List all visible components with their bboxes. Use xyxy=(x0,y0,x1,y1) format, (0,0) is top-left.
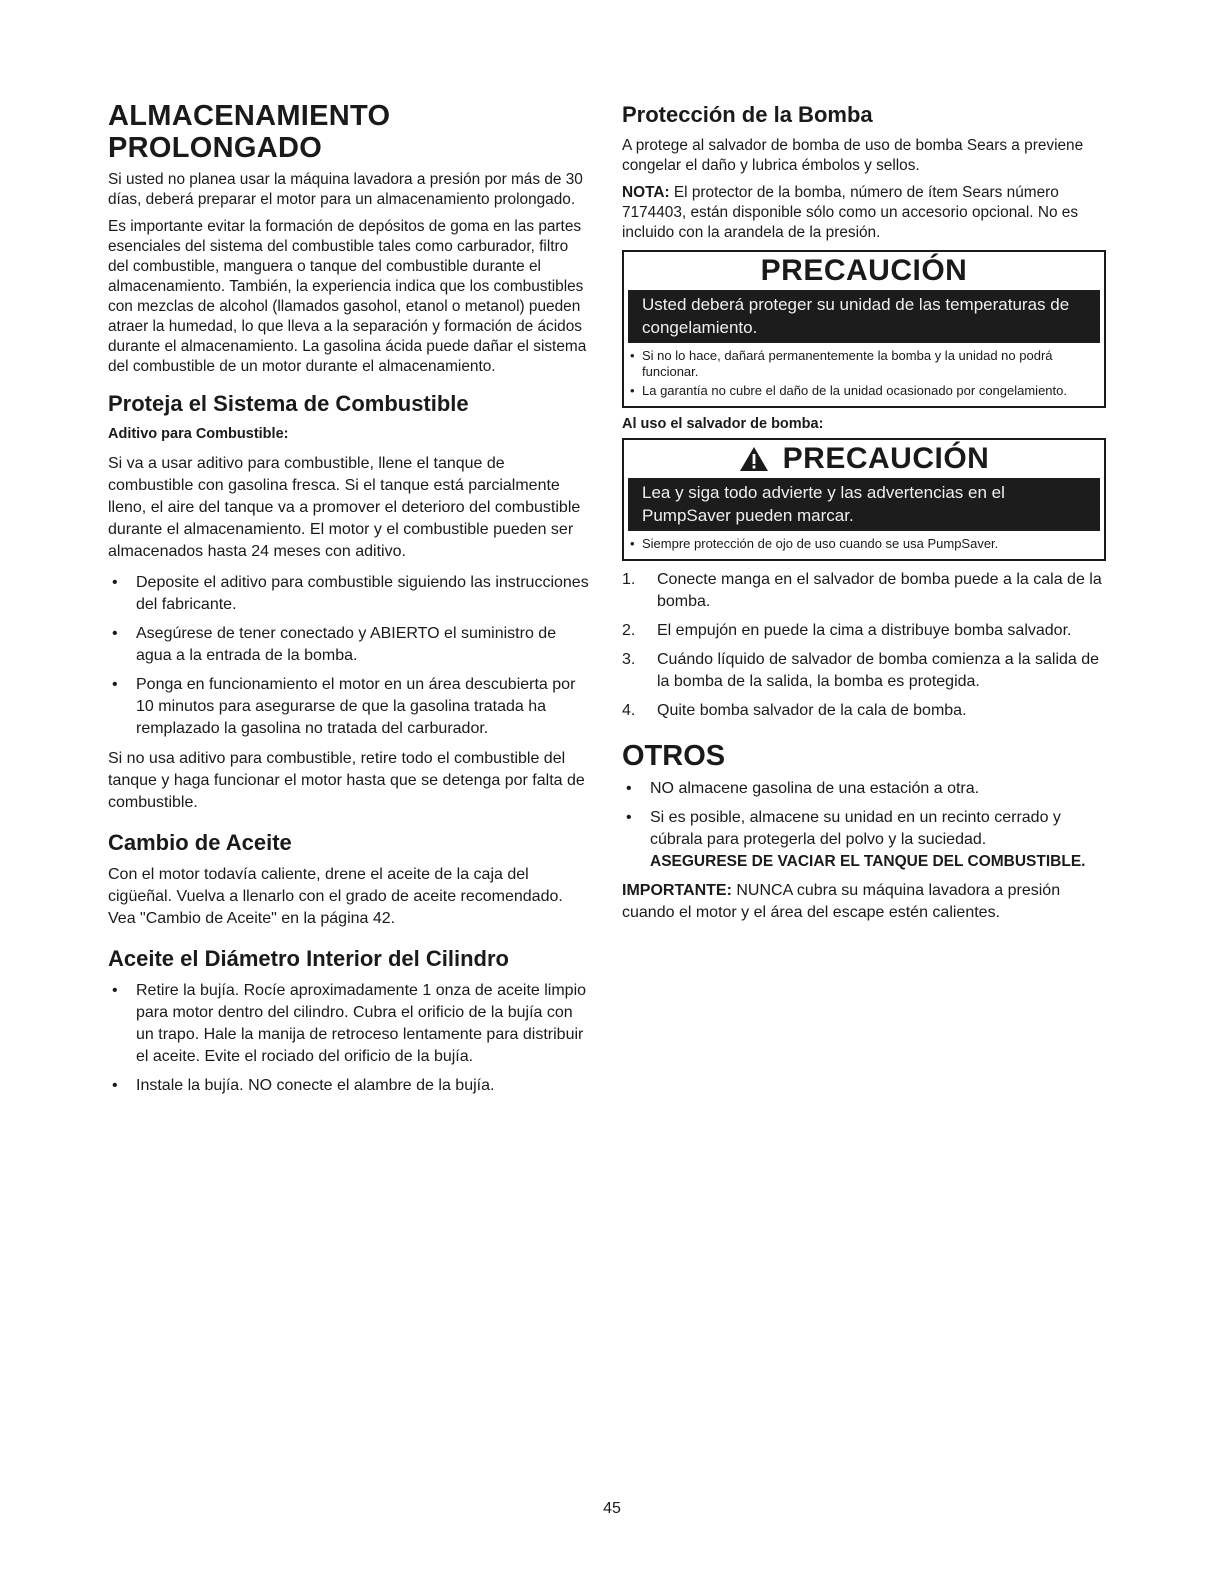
list-item: • Siempre protección de ojo de uso cuando se usa PumpSaver. xyxy=(630,536,999,551)
oil-change-text: Con el motor todavía caliente, drene el aceite de la caja del cigüeñal. Vuelva a llenarlo con el grado de aceite recomendado. Vea "Cambio de Aceite" en la página 42. xyxy=(108,866,563,927)
bullet-icon: • xyxy=(112,676,118,693)
caution-message: Lea y siga todo advierte y las advertencias en el PumpSaver pueden marcar. xyxy=(628,478,1100,531)
bullet-icon: • xyxy=(630,348,635,363)
page-number: 45 xyxy=(603,1500,621,1517)
important-note xyxy=(622,880,1106,924)
fuel-system-heading: Proteja el Sistema de Combustible xyxy=(108,391,469,416)
bullet-icon: • xyxy=(626,809,632,826)
storage-title: ALMACENAMIENTO PROLONGADO xyxy=(108,100,391,164)
list-item: • Ponga en funcionamiento el motor en un área descubierta por 10 minutos para asegurarse de que la gasolina tratada ha remplazado la gasolina no tratada del carburador. xyxy=(112,676,576,737)
caution-box-pumpsaver xyxy=(622,438,1106,561)
pump-saver-label: Al uso el salvador de bomba: xyxy=(622,416,824,432)
bullet-icon: • xyxy=(112,1077,118,1094)
additive-heading: Aditivo para Combustible: xyxy=(108,426,289,442)
otros-bullet-list xyxy=(622,778,1106,872)
step-number: 4. xyxy=(622,702,636,719)
otros-heading: OTROS xyxy=(622,740,726,772)
note-text: El protector de la bomba, número de ítem Sears número 7174403, están disponible sólo como un accesorio opcional. No es incluido con la arandela de la presión. xyxy=(622,184,1079,241)
list-item: • Asegúrese de tener conectado y ABIERTO el suministro de agua a la entrada de la bomba. xyxy=(112,625,557,664)
list-item: • La garantía no cubre el daño de la unidad ocasionado por congelamiento. xyxy=(630,383,1067,398)
list-item: 3. Cuándo líquido de salvador de bomba comienza a la salida de la bomba de la salida, la bomba es protegida. xyxy=(622,651,1100,690)
bullet-icon: • xyxy=(112,574,118,591)
bullet-icon: • xyxy=(112,982,118,999)
storage-intro-2: Es importante evitar la formación de depósitos de goma en las partes esenciales del sistema del combustible tales como carburador, filtro del combustible, manguera o tanque del combustible durante el almacenamiento. También, la experiencia indica que los combustibles con mezclas de alcohol (llamados gasohol, etanol o metanol) pueden atraer la humedad, lo que lleva a la separación y formación de ácidos durante el almacenamiento. La gasolina ácida puede dañar el sistema del combustible de un motor durante el almacenamiento. xyxy=(108,218,587,375)
list-item: 2. El empujón en puede la cima a distribuye bomba salvador. xyxy=(622,620,1106,642)
pump-protection-heading: Protección de la Bomba xyxy=(622,102,873,127)
otros-emphasis: ASEGURESE DE VACIAR EL TANQUE DEL COMBUSTIBLE. xyxy=(650,853,1086,870)
list-item: • NO almacene gasolina de una estación a otra. xyxy=(622,778,1106,800)
storage-intro-1: Si usted no planea usar la máquina lavadora a presión por más de 30 días, deberá preparar el motor para un almacenamiento prolongado. xyxy=(108,171,583,208)
caution-message: Usted deberá proteger su unidad de las temperaturas de congelamiento. xyxy=(628,290,1100,343)
cylinder-bullet-list xyxy=(108,980,592,1097)
bullet-icon: • xyxy=(112,625,118,642)
pump-protection-text: A protege al salvador de bomba de uso de bomba Sears a previene congelar el daño y lubrica émbolos y sellos. xyxy=(622,137,1084,174)
right-column xyxy=(622,100,1106,933)
step-number: 3. xyxy=(622,651,636,668)
list-item: • Retire la bujía. Rocíe aproximadamente 1 onza de aceite limpio para motor dentro del cilindro. Cubra el orificio de la bujía con un trapo. Hale la manija de retroceso lentamente para distribuir el aceite. Evite el rociado del orificio de la bujía. xyxy=(112,982,587,1065)
list-item: 4. Quite bomba salvador de la cala de bomba. xyxy=(622,700,1106,722)
additive-text: Si va a usar aditivo para combustible, llene el tanque de combustible con gasolina fresca. Si el tanque está parcialmente lleno, el aire del tanque va a promover el deterioro del combustible durante el almacenamiento. El motor y el combustible pueden ser almacenados hasta 24 meses con aditivo. xyxy=(108,455,581,560)
list-item: • Si no lo hace, dañará permanentemente la bomba y la unidad no podrá funcionar. xyxy=(630,348,1053,379)
warning-triangle-icon xyxy=(739,446,769,472)
pump-note xyxy=(622,183,1106,243)
caution-title: PRECAUCIÓN xyxy=(782,442,990,475)
bullet-icon: • xyxy=(630,383,635,398)
bullet-icon: • xyxy=(626,780,632,797)
important-label: IMPORTANTE: xyxy=(622,882,732,899)
no-additive-text: Si no usa aditivo para combustible, retire todo el combustible del tanque y haga funcionar el motor hasta que se detenga por falta de combustible. xyxy=(108,750,585,811)
bullet-icon: • xyxy=(630,536,635,551)
note-label: NOTA: xyxy=(622,184,670,201)
additive-bullet-list xyxy=(108,572,592,740)
caution-title: PRECAUCIÓN xyxy=(760,254,968,287)
caution-title-row xyxy=(624,440,1104,478)
step-number: 1. xyxy=(622,571,636,588)
list-item: • Deposite el aditivo para combustible siguiendo las instrucciones del fabricante. xyxy=(112,574,589,613)
pump-saver-steps xyxy=(622,569,1106,722)
caution-bullet-list xyxy=(624,343,1104,406)
cylinder-heading: Aceite el Diámetro Interior del Cilindro xyxy=(108,946,509,971)
caution-bullet-list xyxy=(624,531,1104,559)
step-number: 2. xyxy=(622,622,636,639)
list-item: • Si es posible, almacene su unidad en un recinto cerrado y cúbrala para protegerla del polvo y la suciedad. ASEGURESE DE VACIAR EL TANQUE DEL COMBUSTIBLE. xyxy=(622,807,1106,872)
caution-box-freezing xyxy=(622,250,1106,408)
list-item: 1. Conecte manga en el salvador de bomba puede a la cala de la bomba. xyxy=(622,571,1102,610)
list-item: • Instale la bujía. NO conecte el alambre de la bujía. xyxy=(108,1075,592,1097)
important-text: NUNCA cubra su máquina lavadora a presión cuando el motor y el área del escape estén calientes. xyxy=(622,882,1061,921)
left-column xyxy=(108,100,592,1105)
oil-change-heading: Cambio de Aceite xyxy=(108,830,292,855)
